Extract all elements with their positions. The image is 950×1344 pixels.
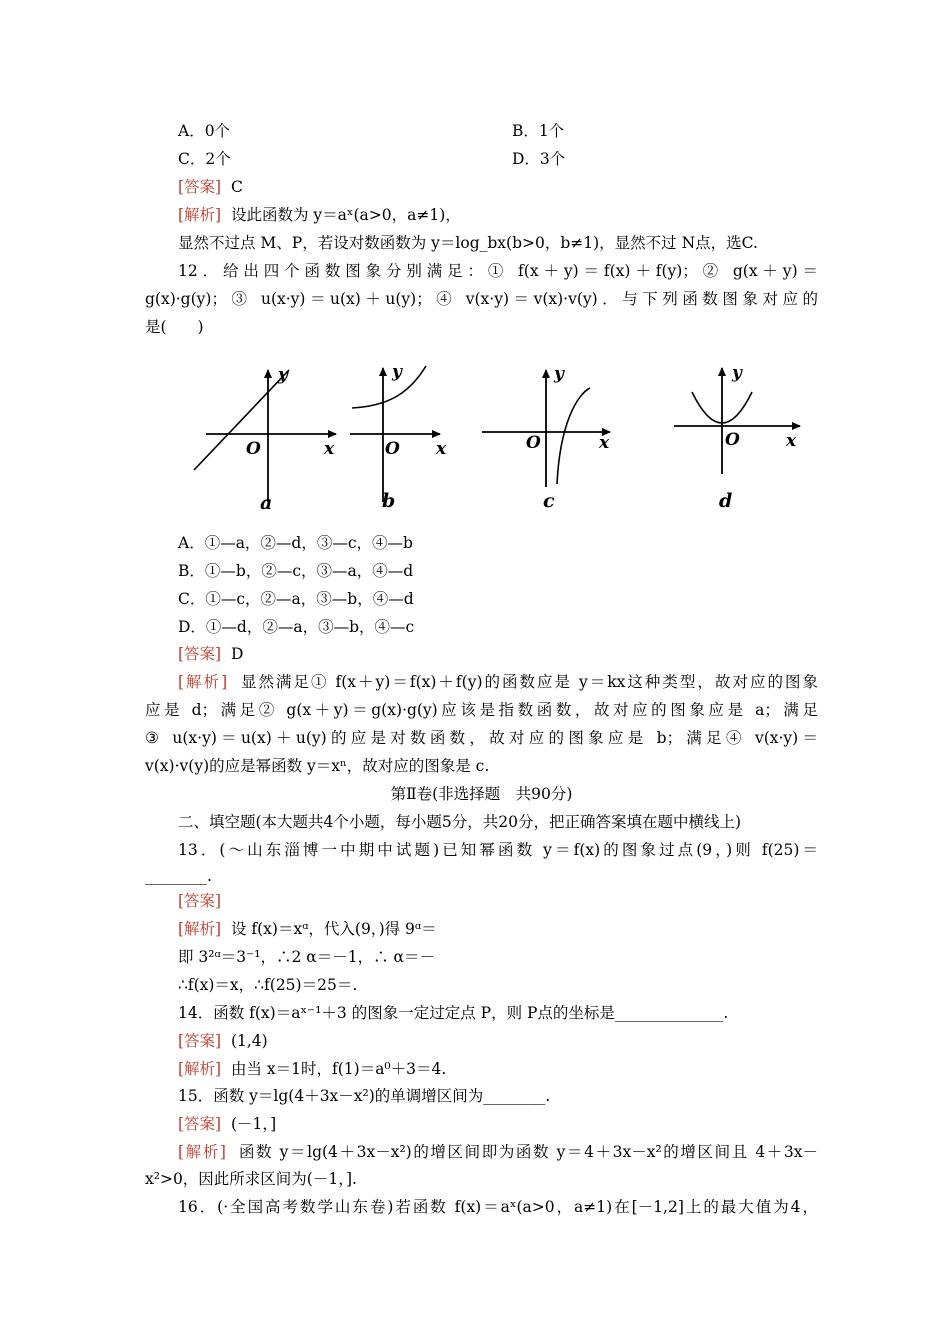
graph-caption: a xyxy=(260,492,273,514)
solution-tag: [解析] xyxy=(178,1060,222,1078)
q11-option-b: B．1个 xyxy=(512,122,565,140)
y-label: y xyxy=(732,363,742,383)
q12-solution-line-2: 应是 d；满足② g(x＋y)＝g(x)·g(y)应该是指数函数，故对应的图象应是 a；满足 xyxy=(145,701,818,719)
solution-tag: [解析] xyxy=(178,1143,226,1161)
curve-line xyxy=(194,370,289,470)
graph-caption: d xyxy=(719,490,733,512)
q11-solution-line-1 xyxy=(178,204,461,226)
origin-label: O xyxy=(246,439,261,459)
q12-option-c: C．①—c，②—a，③—b，④—d xyxy=(178,590,414,608)
q14-solution xyxy=(178,1058,446,1080)
q11-option-a: A．0个 xyxy=(178,122,231,140)
q15-solution-line-2: x²>0，因此所求区间为(－1，]. xyxy=(145,1170,357,1188)
q12-option-d: D．①—d，②—a，③—b，④—c xyxy=(178,618,415,636)
x-label: x xyxy=(599,433,610,453)
q11-option-c: C．2个 xyxy=(178,150,231,168)
solution-text: 设 f(x)＝xᵅ，代入(9，)得 9ᵅ＝ xyxy=(230,920,437,938)
q12-graphs xyxy=(190,362,820,522)
y-label: y xyxy=(278,365,288,385)
q15-answer xyxy=(178,1113,276,1135)
q13-answer xyxy=(178,890,221,912)
x-label: x xyxy=(436,439,447,459)
solution-tag: [解析] xyxy=(178,206,222,224)
solution-text: 设此函数为 y＝aˣ(a>0，a≠1)， xyxy=(230,206,461,224)
graph-c xyxy=(482,364,610,512)
graphs-svg xyxy=(190,362,820,522)
q12-solution-line-4: v(x)·v(y)的应是幂函数 y＝xⁿ，故对应的图象是 c. xyxy=(145,757,490,775)
section-2-heading: 二、填空题(本大题共4个小题，每小题5分，共20分，把正确答案填在题中横线上) xyxy=(178,813,742,831)
part-2-title: 第Ⅱ卷(非选择题 共90分) xyxy=(390,785,573,803)
graph-caption: c xyxy=(543,490,555,512)
q15-solution-line-1 xyxy=(178,1141,818,1163)
q13-solution-line-2: 即 3²ᵅ＝3⁻¹，∴2 α＝－1，∴ α＝－ xyxy=(178,948,435,966)
q13-solution-line-1 xyxy=(178,918,437,940)
origin-label: O xyxy=(526,433,541,453)
y-label: y xyxy=(554,364,564,384)
q13-stem-line-1: 13．(～山东淄博一中期中试题)已知幂函数 y＝f(x)的图象过点(9，)则 f(25)＝ xyxy=(178,841,818,859)
solution-text: 函数 y＝lg(4＋3x－x²)的增区间即为函数 y＝4＋3x－x²的增区间且 4＋3x－ xyxy=(238,1143,818,1161)
solution-text: 由当 x＝1时，f(1)＝a⁰＋3＝4. xyxy=(230,1060,447,1078)
solution-text: 显然满足① f(x＋y)＝f(x)＋f(y)的函数应是 y＝kx这种类型，故对应的图象 xyxy=(241,673,818,691)
q16-stem: 16．(·全国高考数学山东卷)若函数 f(x)＝aˣ(a>0，a≠1)在[－1,2]上的最大值为4， xyxy=(178,1198,818,1216)
answer-value: C xyxy=(230,178,243,196)
q14-stem: 14．函数 f(x)＝aˣ⁻¹＋3 的图象一定过定点 P，则 P点的坐标是______________. xyxy=(178,1004,729,1022)
q15-stem: 15．函数 y＝lg(4＋3x－x²)的单调增区间为________. xyxy=(178,1087,551,1105)
answer-value: D xyxy=(230,645,244,663)
q11-answer xyxy=(178,176,243,198)
q11-solution-line-2: 显然不过点 M、P，若设对数函数为 y＝log_bx(b>0，b≠1)，显然不过 N点，选C. xyxy=(178,234,758,252)
answer-tag: [答案] xyxy=(178,1115,222,1133)
q12-option-b: B．①—b，②—c，③—a，④—d xyxy=(178,562,414,580)
x-label: x xyxy=(324,439,335,459)
q12-stem-line-1: 12．给出四个函数图象分别满足：① f(x＋y)＝f(x)＋f(y)；② g(x＋y)＝ xyxy=(178,262,818,280)
graph-d xyxy=(674,363,800,512)
answer-tag: [答案] xyxy=(178,1032,222,1050)
graph-a xyxy=(194,365,336,514)
y-label: y xyxy=(392,362,402,382)
x-label: x xyxy=(786,431,797,451)
answer-tag: [答案] xyxy=(178,178,222,196)
origin-label: O xyxy=(725,430,740,450)
graph-b xyxy=(350,362,447,512)
q12-solution-line-1 xyxy=(178,671,818,693)
answer-tag: [答案] xyxy=(178,892,222,910)
curve-exp xyxy=(352,366,426,408)
solution-tag: [解析] xyxy=(178,673,228,691)
solution-tag: [解析] xyxy=(178,920,222,938)
answer-value: (－1，] xyxy=(230,1115,277,1133)
origin-label: O xyxy=(385,439,400,459)
graph-caption: b xyxy=(382,490,396,512)
q12-stem-line-3: 是( ) xyxy=(145,318,204,336)
q12-answer xyxy=(178,643,243,665)
curve-power xyxy=(557,388,590,484)
answer-tag: [答案] xyxy=(178,645,222,663)
q12-stem-line-2: g(x)·g(y)；③ u(x·y)＝u(x)＋u(y)；④ v(x·y)＝v(x)·v(y)．与下列函数图象对应的 xyxy=(145,290,818,308)
answer-value: (1,4) xyxy=(230,1032,268,1050)
q13-solution-line-3: ∴f(x)＝x，∴f(25)＝25＝. xyxy=(178,976,358,994)
q13-stem-line-2: ________. xyxy=(145,867,212,885)
q12-option-a: A．①—a，②—d，③—c，④—b xyxy=(178,534,413,552)
q11-option-d: D．3个 xyxy=(512,150,566,168)
q14-answer xyxy=(178,1030,268,1052)
q12-solution-line-3: ③ u(x·y)＝u(x)＋u(y)的应是对数函数，故对应的图象应是 b；满足④ v(x·y)＝ xyxy=(145,729,818,747)
